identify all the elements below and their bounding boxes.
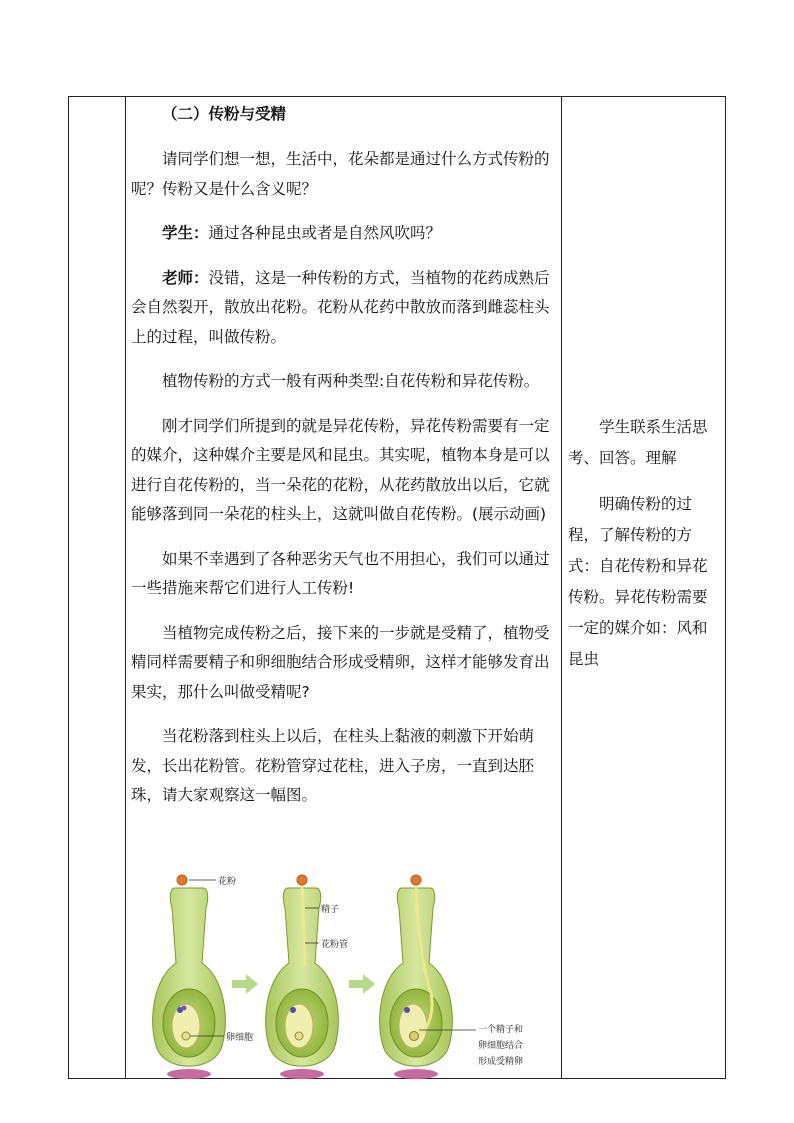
label-pollen: 花粉 (218, 877, 237, 887)
table-left-border (68, 96, 69, 1079)
fertilization-diagram (134, 868, 550, 1080)
zygote (410, 1032, 419, 1041)
label-fertilization-line-1: 一个精子和 (478, 1025, 524, 1035)
side-paragraph-2: 明确传粉的过程，了解传粉的方式：自花传粉和异花传粉。异花传粉需要一定的媒介如：风和昆虫 (568, 495, 708, 668)
student-label: 学生： (162, 224, 209, 242)
column-divider-1 (125, 96, 126, 1079)
section-heading: （二）传粉与受精 (162, 105, 287, 123)
nucleus-dot (182, 1006, 187, 1011)
paragraph-question: 请同学们想一想，生活中，花朵都是通过什么方式传粉的呢？传粉又是什么含义呢？ (131, 150, 550, 198)
paragraph-cross-pollination: 刚才同学们所提到的就是异花传粉，异花传粉需要有一定的媒介，这种媒介主要是风和昆虫。其实呢，植物本身是可以进行自花传粉的，当一朵花的花粉，从花药散放出以后，它就能够落到同一朵花的柱头上，这就叫做自花传粉。(展示动画) (131, 416, 550, 523)
ovule (285, 1004, 313, 1048)
pistil-stage-3 (380, 875, 476, 1079)
paragraph-student-answer (131, 219, 559, 249)
arrow-right-icon (232, 974, 258, 994)
column-divider-2 (561, 96, 562, 1079)
student-answer-text: 通过各种昆虫或者是自然风吹吗？ (208, 224, 442, 242)
student-activity-column (568, 412, 720, 675)
paragraph-artificial-pollination: 如果不幸遇到了各种恶劣天气也不用担心，我们可以通过一些措施来帮它们进行人工传粉! (131, 549, 550, 597)
pistil-base (280, 1069, 324, 1079)
paragraph-teacher (131, 264, 559, 353)
pistil-base (167, 1069, 211, 1079)
ovule (172, 1004, 200, 1048)
pistil-base (394, 1069, 438, 1079)
label-egg-cell: 卵细胞 (226, 1033, 254, 1043)
ovule (399, 1004, 427, 1048)
nucleus-dot (404, 1007, 410, 1013)
label-sperm: 精子 (321, 905, 340, 915)
pistil-stage-1 (153, 875, 226, 1079)
egg-cell (295, 1032, 303, 1040)
label-fertilization-line-2: 卵细胞结合 (478, 1041, 524, 1051)
label-fertilization-line-3: 形成受精卵 (478, 1057, 524, 1067)
teaching-content-column (131, 96, 559, 811)
teacher-label: 老师： (162, 268, 209, 287)
nucleus-dot (290, 1007, 296, 1013)
paragraph-fertilization: 当植物完成传粉之后，接下来的一步就是受精了，植物受精同样需要精子和卵细胞结合形成受精卵，这样才能够发育出果实，那什么叫做受精呢? (131, 623, 550, 701)
side-paragraph-1: 学生联系生活思考、回答。理解 (568, 418, 708, 467)
pollen-grain (411, 875, 421, 885)
egg-cell (182, 1032, 190, 1040)
pollen-grain (177, 875, 187, 885)
arrow-right-icon (349, 974, 375, 994)
paragraph-pollen-tube: 当花粉落到柱头上以后，在柱头上黏液的刺激下开始萌发，长出花粉管。花粉管穿过花柱，进入子房，一直到达胚珠，请大家观察这一幅图。 (131, 727, 535, 804)
paragraph-pollination-types: 植物传粉的方式一般有两种类型:自花传粉和异花传粉。 (162, 372, 540, 390)
teacher-text: 没错，这是一种传粉的方式，当植物的花药成熟后会自然裂开，散放出花粉。花粉从花药中散放而落到雌蕊柱头上的过程，叫做传粉。 (131, 268, 550, 346)
pollen-grain (297, 875, 307, 885)
table-right-border (725, 96, 726, 1079)
label-pollen-tube: 花粉管 (321, 940, 349, 950)
